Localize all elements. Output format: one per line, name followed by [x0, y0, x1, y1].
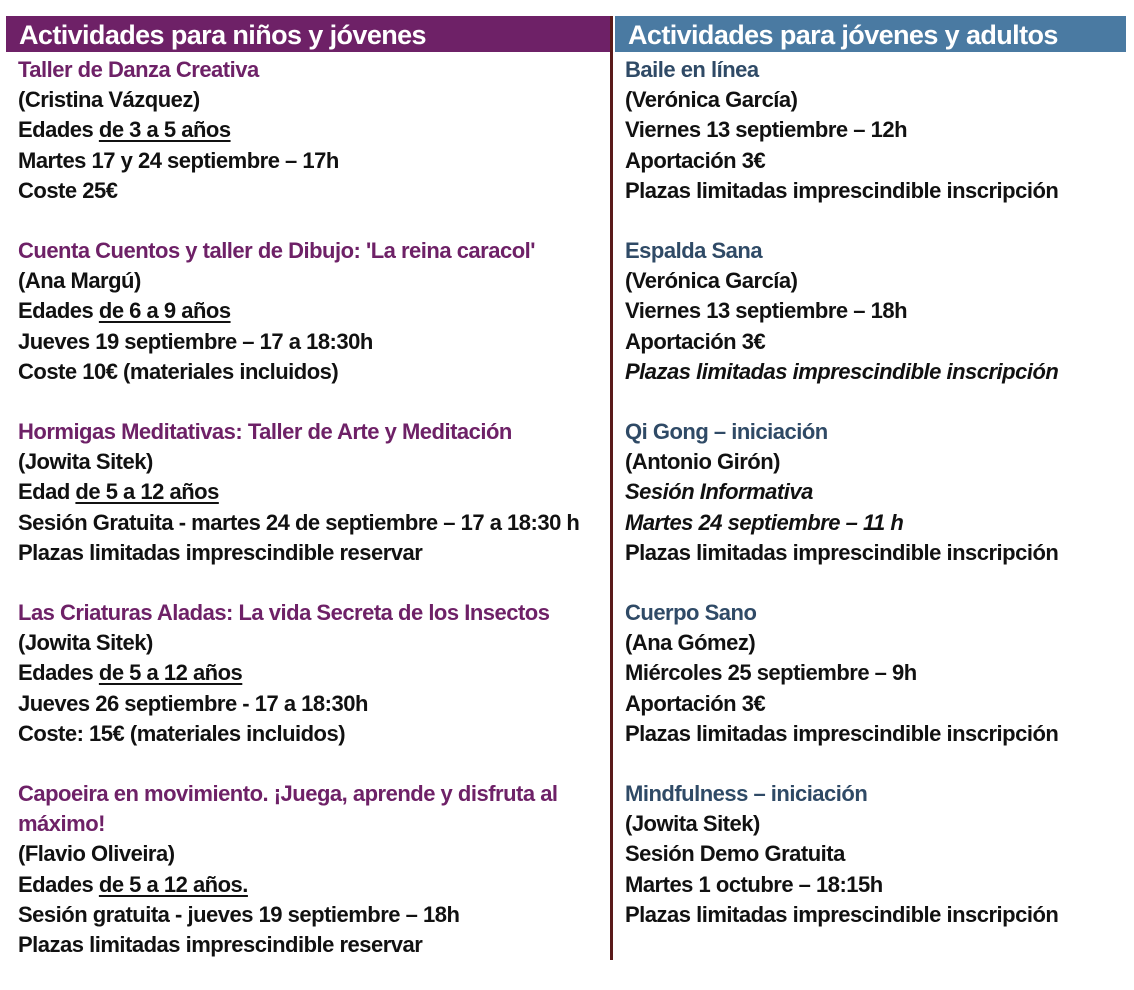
activity-contribution: Aportación 3€: [625, 328, 766, 354]
activity-ages: [18, 115, 608, 145]
activity-note: Plazas limitadas imprescindible inscripción: [625, 901, 1059, 927]
activity-title: Taller de Danza Creativa: [18, 57, 259, 82]
activity-espalda-sana: [625, 236, 1130, 387]
activity-title: Cuenta Cuentos y taller de Dibujo: 'La reina caracol': [18, 238, 535, 264]
activity-contribution: Aportación 3€: [625, 147, 766, 173]
activity-ages: [18, 296, 608, 326]
activity-cuenta-cuentos: [18, 236, 608, 387]
left-column-header-title: Actividades para niños y jóvenes: [19, 20, 426, 50]
activity-session-type: Sesión Informativa: [625, 479, 813, 505]
activity-instructor: (Jowita Sitek): [18, 630, 153, 656]
activity-instructor: (Verónica García): [625, 268, 798, 294]
activity-schedule: Martes 24 septiembre – 11 h: [625, 509, 904, 535]
activity-title: Qi Gong – iniciación: [625, 419, 828, 445]
activity-contribution: Aportación 3€: [625, 690, 766, 716]
ages-label: Edades: [18, 298, 99, 324]
activity-capoeira: [18, 779, 608, 960]
activity-instructor: (Verónica García): [625, 87, 798, 113]
right-column-header: [615, 16, 1126, 52]
activity-ages: [18, 477, 608, 507]
activity-schedule: Martes 1 octubre – 18:15h: [625, 871, 883, 897]
activity-note: Plazas limitadas imprescindible inscripción: [625, 358, 1059, 384]
activity-schedule: Viernes 13 septiembre – 18h: [625, 298, 908, 324]
activity-schedule: Jueves 26 septiembre - 17 a 18:30h: [18, 690, 368, 716]
activity-qi-gong: [625, 417, 1130, 568]
activity-title: Baile en línea: [625, 57, 759, 82]
activity-baile-en-linea: [625, 55, 1130, 206]
activity-instructor: (Ana Margú): [18, 268, 141, 294]
activity-criaturas-aladas: [18, 598, 608, 749]
ages-label: Edad: [18, 479, 76, 505]
activity-session-type: Sesión Demo Gratuita: [625, 841, 845, 867]
activity-note: Coste: 15€ (materiales incluidos): [18, 720, 346, 746]
activity-ages: [18, 870, 608, 900]
activity-instructor: (Flavio Oliveira): [18, 841, 175, 867]
activity-schedule: Sesión Gratuita - martes 24 de septiembre – 17 a 18:30 h: [18, 509, 580, 535]
activity-instructor: (Jowita Sitek): [18, 449, 153, 475]
ages-range: de 5 a 12 años: [75, 479, 219, 505]
activity-title: Hormigas Meditativas: Taller de Arte y Meditación: [18, 419, 512, 445]
activity-note: Coste 10€ (materiales incluidos): [18, 358, 339, 384]
left-column: [18, 55, 608, 990]
activity-schedule: Sesión gratuita - jueves 19 septiembre – 18h: [18, 901, 460, 927]
activity-instructor: (Ana Gómez): [625, 630, 756, 656]
ages-range: de 5 a 12 años.: [98, 871, 248, 897]
right-column-header-title: Actividades para jóvenes y adultos: [628, 20, 1058, 50]
activity-title: Cuerpo Sano: [625, 600, 757, 626]
activity-schedule: Jueves 19 septiembre – 17 a 18:30h: [18, 328, 373, 354]
activity-instructor: (Cristina Vázquez): [18, 87, 200, 113]
column-divider: [610, 16, 613, 960]
activity-note: Plazas limitadas imprescindible inscripción: [625, 720, 1059, 746]
activity-title: Capoeira en movimiento. ¡Juega, aprende y disfruta al máximo!: [18, 781, 558, 837]
activity-schedule: Miércoles 25 septiembre – 9h: [625, 660, 917, 686]
activity-cuerpo-sano: [625, 598, 1130, 749]
ages-label: Edades: [18, 117, 99, 143]
activity-taller-danza-creativa: [18, 55, 608, 206]
activity-hormigas-meditativas: [18, 417, 608, 568]
left-column-header: [6, 16, 611, 52]
activity-instructor: (Jowita Sitek): [625, 811, 760, 837]
ages-range: de 3 a 5 años: [98, 117, 231, 143]
activity-note: Plazas limitadas imprescindible inscripción: [625, 539, 1059, 565]
activity-title: Mindfulness – iniciación: [625, 781, 868, 807]
activity-title: Las Criaturas Aladas: La vida Secreta de los Insectos: [18, 600, 550, 626]
ages-range: de 5 a 12 años: [98, 660, 243, 686]
activity-title: Espalda Sana: [625, 238, 763, 264]
activity-schedule: Viernes 13 septiembre – 12h: [625, 117, 908, 143]
activity-mindfulness: [625, 779, 1130, 930]
ages-label: Edades: [18, 660, 99, 686]
activity-note: Plazas limitadas imprescindible reservar: [18, 539, 423, 565]
right-column: [625, 55, 1130, 960]
ages-range: de 6 a 9 años: [98, 298, 231, 324]
activity-note: Plazas limitadas imprescindible inscripción: [625, 177, 1059, 203]
activity-ages: [18, 658, 608, 688]
activity-schedule: Martes 17 y 24 septiembre – 17h: [18, 147, 339, 173]
activity-instructor: (Antonio Girón): [625, 449, 781, 475]
activity-note: Coste 25€: [18, 177, 118, 203]
ages-label: Edades: [18, 871, 99, 897]
activity-note: Plazas limitadas imprescindible reservar: [18, 932, 423, 958]
